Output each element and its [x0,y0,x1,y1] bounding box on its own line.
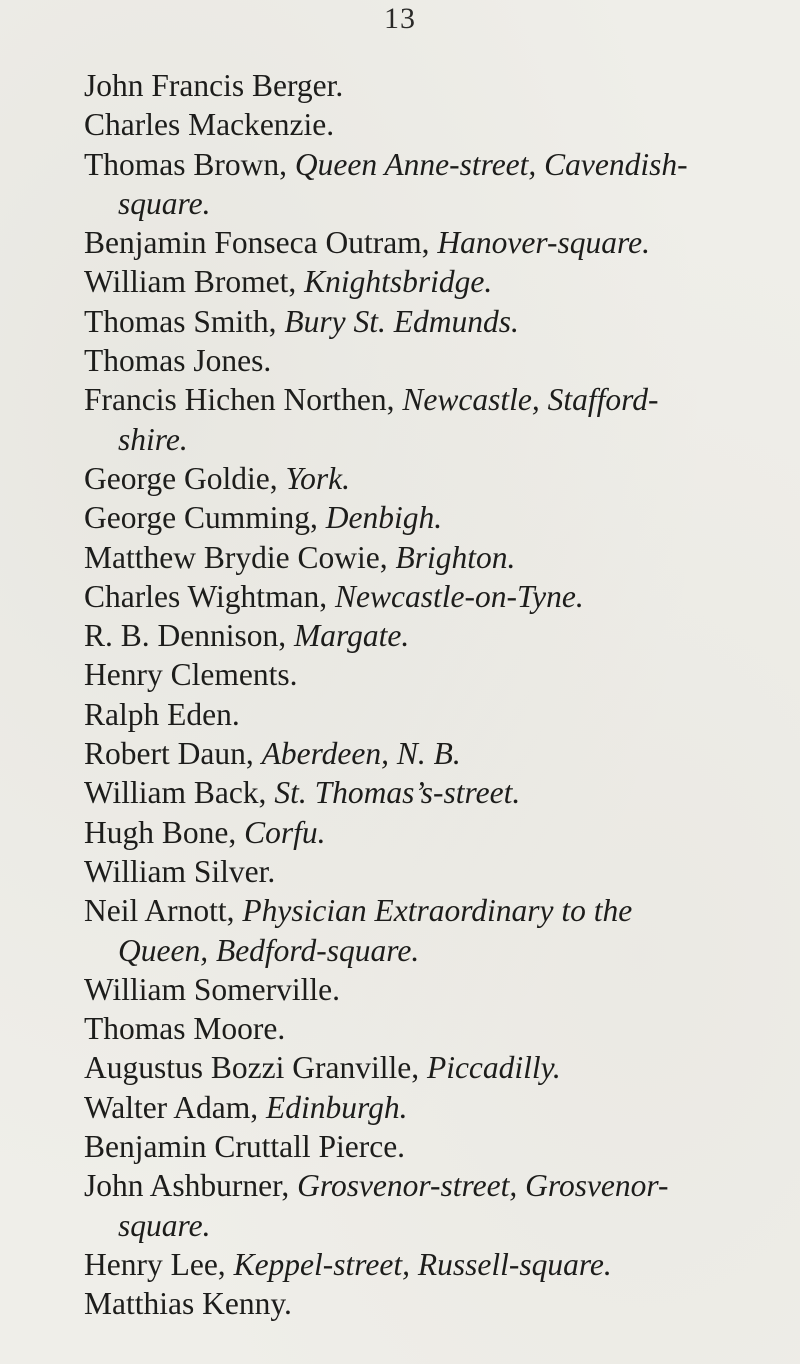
list-item [0,891,800,930]
entry-line [84,1286,292,1321]
entry-name: Francis Hichen Northen, [84,382,403,418]
entry-address: Bury St. Edmunds. [284,303,519,339]
entry-line [84,382,658,417]
list-item [0,498,800,537]
list-item [0,970,800,1009]
entry-name: Hugh Bone, [84,814,245,850]
list-item [0,538,800,577]
entry-line [84,304,519,339]
list-item [0,380,800,419]
entry-address: St. Thomas’s-street. [274,775,521,811]
entry-address: Newcastle-on-Tyne. [335,578,584,614]
entry-address: Physician Extraordinary to the [242,893,633,929]
entry-line [84,1050,561,1085]
list-item [0,105,800,144]
entry-name: Matthias Kenny. [84,1286,292,1322]
entry-line [84,579,584,614]
entry-line [84,893,632,928]
entry-line [84,147,688,182]
list-item [0,577,800,616]
list-item [0,1284,800,1323]
entry-name: Ralph Eden. [84,696,240,732]
entry-address: Corfu. [244,814,326,850]
entry-name: Charles Wightman, [84,578,335,614]
entry-name: William Back, [84,775,275,811]
list-item [0,1245,800,1284]
list-item [0,655,800,694]
entry-line [84,775,520,810]
entry-address: Brighton. [395,539,516,575]
entry-address-continuation: Queen, Bedford-square. [118,932,420,968]
entry-address-continuation: shire. [118,421,188,457]
entry-name: Henry Lee, [84,1246,234,1282]
entry-line [84,500,442,535]
list-item-continuation [0,931,800,970]
entry-address: Grosvenor-street, Grosvenor- [297,1168,669,1204]
list-item [0,302,800,341]
entry-line [84,657,297,692]
entry-line [84,540,515,575]
entry-line [84,1247,612,1282]
entry-line [84,1168,669,1203]
entry-line [84,343,271,378]
entry-name: John Francis Berger. [84,68,344,103]
list-item [0,1166,800,1205]
entry-name: Thomas Smith, [84,303,285,339]
entry-address: Queen Anne-street, Cavendish- [294,146,688,182]
entry-name: William Bromet, [84,264,305,300]
entry-address: Hanover-square. [437,225,650,261]
entry-line [84,1090,408,1125]
list-item-continuation [0,184,800,223]
list-item [0,1088,800,1127]
entry-address: Margate. [294,618,410,654]
entry-address-continuation: square. [118,185,211,221]
entry-line [84,68,343,103]
entry-name: William Silver. [84,853,276,889]
entry-line [84,972,340,1007]
entry-name: Walter Adam, [84,1089,267,1125]
entry-line [84,815,326,850]
entry-name: Henry Clements. [84,657,298,693]
entry-name: George Goldie, [84,460,286,496]
list-item [0,145,800,184]
list-item [0,262,800,301]
list-item [0,341,800,380]
list-item-continuation [0,1206,800,1245]
subscriber-list [0,66,800,1324]
page-number: 13 [384,2,416,35]
list-item [0,66,800,105]
entry-name: Thomas Brown, [84,146,295,182]
entry-name: Augustus Bozzi Granville, [84,1050,427,1086]
list-item [0,773,800,812]
entry-name: Thomas Jones. [84,343,272,379]
entry-name: R. B. Dennison, [84,618,295,654]
list-item [0,223,800,262]
entry-address: York. [285,460,350,496]
entry-name: William Somerville. [84,971,340,1007]
entry-line [84,854,275,889]
entry-address: Edinburgh. [266,1089,408,1125]
entry-name: John Ashburner, [84,1168,298,1204]
list-item [0,1048,800,1087]
list-item [0,459,800,498]
entry-name: Robert Daun, [84,736,262,772]
entry-name: Benjamin Cruttall Pierce. [84,1129,406,1165]
list-item [0,852,800,891]
entry-address: Piccadilly. [426,1050,561,1086]
entry-name: Charles Mackenzie. [84,107,335,143]
entry-line [84,736,461,771]
entry-line [84,697,240,732]
entry-line [84,618,409,653]
entry-address: Knightsbridge. [304,264,493,300]
entry-name: Matthew Brydie Cowie, [84,539,396,575]
entry-address: Newcastle, Stafford- [402,382,659,418]
entry-name: George Cumming, [84,500,326,536]
entry-line [84,461,350,496]
entry-name: Neil Arnott, [84,893,243,929]
entry-name: Thomas Moore. [84,1011,286,1047]
list-item [0,1127,800,1166]
entry-line [84,264,492,299]
list-item [0,813,800,852]
list-item [0,695,800,734]
entry-line [84,1011,285,1046]
entry-line [84,107,334,142]
list-item-continuation [0,420,800,459]
list-item [0,616,800,655]
list-item [0,734,800,773]
list-item [0,1009,800,1048]
entry-address: Aberdeen, N. B. [261,736,461,772]
entry-address: Denbigh. [325,500,443,536]
entry-address: Keppel-street, Russell-square. [233,1246,612,1282]
entry-line [84,225,650,260]
entry-line [84,1129,405,1164]
entry-name: Benjamin Fonseca Outram, [84,225,438,261]
entry-address-continuation: square. [118,1207,211,1243]
